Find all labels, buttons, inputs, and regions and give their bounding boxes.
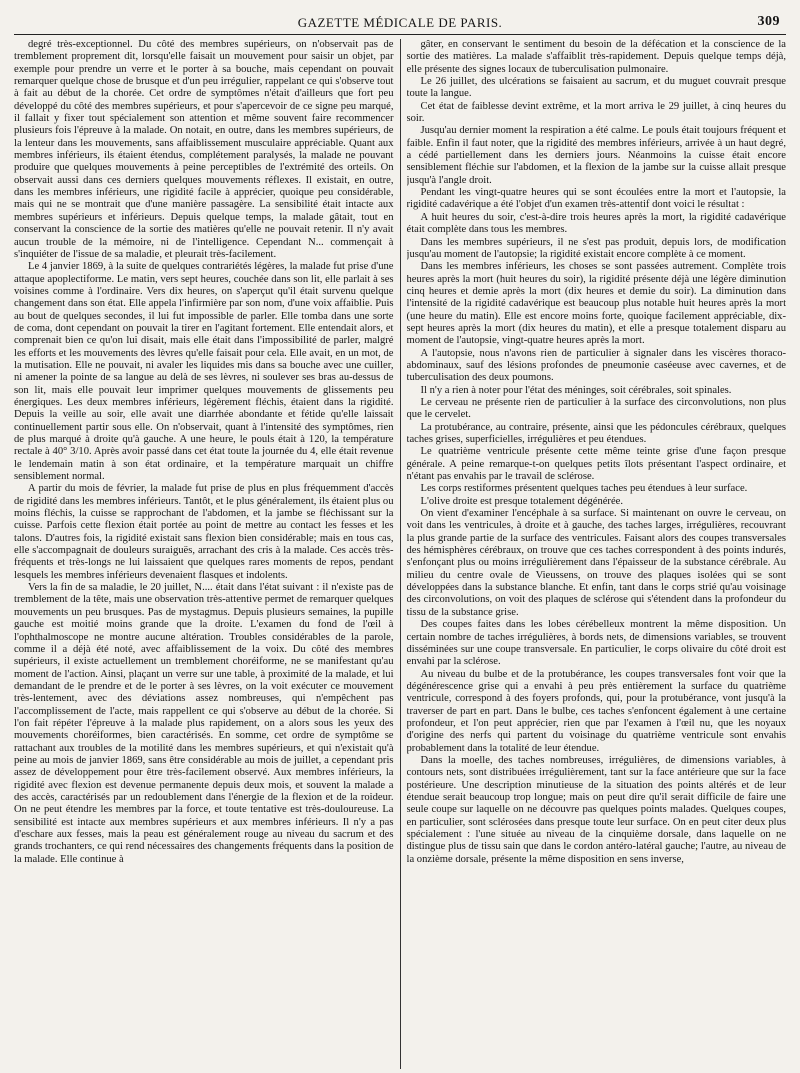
page-header xyxy=(14,14,786,35)
paragraph: Dans les membres supérieurs, il ne s'est pas produit, depuis lors, de modification jusqu'au moment de l'autopsie; la rigidité existait encore complète à ce moment. xyxy=(406,236,787,260)
paragraph: Jusqu'au dernier moment la respiration a été calme. Le pouls était toujours fréquent et faible. Enfin il faut noter, que la rigidité des membres inférieurs, arrivée à un haut degré, a cédé partiellement dans les derniers jours. Néanmoins la cuisse était encore sensiblement fléchie sur l'abdomen, et la flexion de la jambe sur la cuisse allait presque jusqu'à l'angle droit. xyxy=(406,125,787,186)
left-column xyxy=(14,39,394,1069)
paragraph: Il n'y a rien à noter pour l'état des méninges, soit cérébrales, soit spinales. xyxy=(420,384,732,396)
paragraph: Dans la moelle, des taches nombreuses, irrégulières, de dimensions variables, à contours nets, sont distribuées irrégulièrement, tant sur la face antérieure que sur la face postérieure. Une description minutieuse de la situation des points altérés et de leur étendue serait beaucoup trop longue; mais on peut dire qu'il serait difficile de faire une seule coupe sur laquelle on ne découvre pas quelques points malades. Quelques coupes, en particulier, sont sclérosées dans presque toute leur surface. On en peut citer deux plus spécialement : l'une située au niveau de la cinquième dorsale, dans laquelle on ne distingue plus de tissu sain que dans le cordon antéro-latéral gauche; l'autre, au niveau de la onzième dorsale, présente la même disposition en sens inverse, xyxy=(406,754,787,865)
paragraph: Au niveau du bulbe et de la protubérance, les coupes transversales font voir que la dégénérescence grise qui a envahi à peu près entièrement la surface du quatrième ventricule, correspond à des foyers profonds, qui, pour la protubérance, vont jusqu'à la traverser de part en part. Dans le bulbe, ces taches s'enfoncent également à une certaine profondeur, et l'on peut apprécier, rien que par l'examen à l'œil nu, que les noyaux d'origine des nerfs qui partent du voisinage du quatrième ventricule sont envahis probablement dans la totalité de leur étendue. xyxy=(406,668,787,754)
paragraph: Vers la fin de sa maladie, le 20 juillet, N.... était dans l'état suivant : il n'existe pas de tremblement de la tête, mais une observation très-attentive permet de remarquer quelques mouvements un peu brusques. Pas de mystagmus. Depuis plusieurs semaines, la pupille gauche est moitié moins grande que la droite. L'examen du fond de l'œil à l'ophthalmoscope ne montre aucune altération. Troubles considérables de la parole, comme il a déjà été noté, avec affaiblissement de la voix. Du côté des membres supérieurs, il existe actuellement un tremblement choréiforme, ne se manifestant qu'au moment de l'action. Ainsi, plaçant un verre sur une table, à proximité de la malade, et lui demandant de le prendre et de le porter à ses lèvres, on la voit exécuter ce mouvement très-lentement, avec des déviations assez nombreuses, qui n'empêchent pas l'accomplissement de l'acte, mais rappellent ce qui s'observe au début de la chorée. Si l'on fait répéter l'épreuve à la malade plus rapidement, on a alors sous les yeux des mouvements choréiformes, bien caractérisés. En somme, cet ordre de symptôme se rattachant aux troubles de la motilité dans les membres supérieurs, et qui n'existait qu'à peine au mois de janvier 1869, sans être considérable au mois de juillet, a cependant pris assez de développement pour être très-facilement observé. Aux membres inférieurs, la rigidité avec flexion est devenue permanente depuis deux mois, et souvent la malade a des accès, caractérisés par un redoublement dans l'énergie de la flexion et de la roideur. On ne peut étendre les membres par la force, et toute tentative est très-douloureuse. La sensibilité est intacte aux membres supérieurs et aux membres inférieurs. Il n'y a pas d'eschare aux fesses, mais la peau est généralement rouge au niveau du sacrum et des grands trochanters, ce qui rend nécessaires des changements fréquents dans la position de la malade. Elle continue à xyxy=(14,582,394,865)
paragraph: Cet état de faiblesse devint extrême, et la mort arriva le 29 juillet, à cinq heures du soir. xyxy=(406,100,787,125)
text-columns xyxy=(14,39,786,1069)
journal-title: GAZETTE MÉDICALE DE PARIS. xyxy=(297,15,503,30)
right-column xyxy=(407,39,787,1069)
paragraph: A l'autopsie, nous n'avons rien de particulier à signaler dans les viscères thoraco-abdominaux, sauf des lésions profondes de pneumonie caséeuse avec cavernes, et de tuberculisation des deux poumons. xyxy=(406,347,787,384)
paragraph: gâter, en conservant le sentiment du besoin de la défécation et la conscience de la sortie des matières. La malade s'affaiblit très-rapidement. Depuis quelque temps déjà, elle présente des signes locaux de tuberculisation pulmonaire. xyxy=(406,39,787,75)
paragraph: Dans les membres inférieurs, les choses se sont passées autrement. Complète trois heures après la mort (huit heures du soir), la rigidité présente déjà une légère diminution cinq heures et demie après la mort (dix heures et demie du soir). La diminution dans l'intensité de la rigidité cadavérique est beaucoup plus notable huit heures après la mort (une heure du matin). Elle est encore moins forte, quoique facilement appréciable, dix-sept heures après la mort (dix heures du matin), et elle a presque totalement disparu au moment de l'autopsie, vingt-quatre heures après la mort. xyxy=(406,261,787,347)
paragraph: Le cerveau ne présente rien de particulier à la surface des circonvolutions, non plus que le cervelet. xyxy=(406,396,787,421)
paragraph: Pendant les vingt-quatre heures qui se sont écoulées entre la mort et l'autopsie, la rigidité cadavérique a été l'objet d'un examen très-attentif dont voici le résultat : xyxy=(406,187,787,211)
paragraph: Les corps restiformes présentent quelques taches peu étendues à leur surface. xyxy=(420,483,748,495)
page-number: 309 xyxy=(757,14,780,29)
paragraph: La protubérance, au contraire, présente, ainsi que les pédoncules cérébraux, quelques taches grises, superficielles, irrégulières et peu étendues. xyxy=(406,421,787,445)
paragraph: Des coupes faites dans les lobes cérébelleux montrent la même disposition. Un certain nombre de taches irrégulières, à bords nets, de dimensions variables, se trouvent disséminées sur une coupe transversale. En particulier, le corps olivaire du côté droit est envahi par la sclérose. xyxy=(406,619,787,668)
paragraph: A partir du mois de février, la malade fut prise de plus en plus fréquemment d'accès de rigidité dans les membres inférieurs. Tantôt, et le plus généralement, ils étaient plus ou moins fléchis, la cuisse se rapprochant de l'abdomen, et la jambe se fléchissant sur la cuisse. Parfois cette flexion était portée au point de mettre au contact les fesses et les talons. D'autres fois, la rigidité existait sans flexion bien considérable; mais en tous cas, elle s'accompagnait de douleurs suraiguës, arrachant des cris à la malade. Ces accès très-fréquents et très-longs ne lui laissaient que quelques rares moments de repos, pendant lesquels les membres inférieurs devenaient flasques et indolents. xyxy=(14,483,394,581)
paragraph: A huit heures du soir, c'est-à-dire trois heures après la mort, la rigidité cadavérique était complète dans tous les membres. xyxy=(406,211,787,236)
paragraph: Le quatrième ventricule présente cette même teinte grise d'une façon presque générale. A peine remarque-t-on quelques petits îlots présentant l'aspect ordinaire, et n'étant pas envahis par le travail de sclérose. xyxy=(406,446,787,483)
paragraph: On vient d'examiner l'encéphale à sa surface. Si maintenant on ouvre le cerveau, on voit dans les ventricules, à droite et à gauche, des taches larges, irrégulières, recouvrant la plus grande partie de la surface des ventricules. Faisant alors des coupes transversales des hémisphères cérébraux, on trouve que ces taches correspondent à des points indurés, s'enfonçant plus ou moins irrégulièrement dans l'épaisseur de la substance cérébrale. Au milieu du centre ovale de Vieussens, on trouve des plaques isolées qui se sont développées dans la substance blanche. Et enfin, tant dans le corps strié qu'au voisinage des circonvolutions, on voit des plaques de sclérose qui s'étendent dans la profondeur du tissu de la substance grise. xyxy=(406,508,787,618)
paragraph: Le 4 janvier 1869, à la suite de quelques contrariétés légères, la malade fut prise d'une attaque apoplectiforme. Le matin, vers sept heures, couchée dans son lit, elle parlait à ses voisines comme à l'ordinaire. Vers dix heures, on s'aperçut qu'il était survenu quelque changement dans son état. Elle appela l'infirmière par son nom, d'une voix affaiblie. Puis au bout de quelques secondes, il lui fut impossible de parler. Elle tomba dans une sorte de coma, dont cependant on pouvait la tirer en l'agitant fortement. Elle entendait alors, et comprenait bien ce qu'on lui disait, mais elle était dans l'impossibilité de parler, malgré les efforts et les mouvements des lèvres qu'elle faisait pour cela. Elle avait, en un mot, de la mutisation. Elle ne pouvait, ni avaler les liquides mis dans sa bouche avec une cuiller, ni amener la pointe de sa langue au delà de ses lèvres, ni soulever ses bras au-dessus de son lit, mais elle pouvait leur imprimer quelques mouvements de glissements peu énergiques. Les deux membres inférieurs, légèrement fléchis, étaient dans la rigidité. Depuis la veille au soir, elle avait une diarrhée abondante et fétide qu'elle laissait continuellement partir sous elle. On n'observait, quant à l'intensité des symptômes, rien de plus marqué à droite qu'à gauche. A une heure, le pouls était à 120, la température rectale à 40° 3/10. Après avoir passé dans cet état toute la journée du 4, elle était revenue le lendemain matin à son état ordinaire, et la température marquait un chiffre sensiblement normal. xyxy=(14,261,394,483)
paragraph: Le 26 juillet, des ulcérations se faisaient au sacrum, et du muguet couvrait presque toute la langue. xyxy=(406,76,787,100)
paragraph: L'olive droite est presque totalement dégénérée. xyxy=(420,495,624,507)
paragraph: degré très-exceptionnel. Du côté des membres supérieurs, on n'observait pas de tremblement proprement dit, lorsqu'elle faisait un mouvement pour saisir un objet, par exemple pour prendre un verre et le porter à sa bouche, mais cependant on pouvait remarquer quelque chose de brusque et d'un peu irrégulier, rappelant ce qui s'observe tout à fait au début de la chorée. Cet ordre de symptômes n'était d'ailleurs que fort peu développé du côté des membres supérieurs, et pour s'apercevoir de ce signe peu marqué, il fallait y fixer tout spécialement son attention et même souvent faire recommencer plusieurs fois l'épreuve à la malade. On notait, en outre, dans les membres supérieurs, de la lenteur dans les mouvements, sans affaiblissement musculaire appréciable. Quant aux membres inférieurs, ils étaient étendus, complétement paralysés, la malade ne pouvant produire que quelques mouvements à peine perceptibles de l'extrémité des orteils. On observait aussi dans ces derniers quelques mouvements réflexes. Il existait, en outre, dans les membres inférieurs, une rigidité facile à apprécier, quoique peu considérable, mais qui ne se montrait que d'une manière passagère. La sensibilité était intacte aux membres supérieurs et inférieurs. Depuis quelque temps, la malade gâtait, tout en conservant la conscience de la sortie des matières qu'elle ne pouvait retenir. Il n'y avait aucun trouble de la mémoire, ni de l'intelligence. Cependant N... commençait à s'inquiéter de l'issue de sa maladie, et pleurait très-facilement. xyxy=(14,39,394,260)
column-divider xyxy=(400,39,401,1069)
